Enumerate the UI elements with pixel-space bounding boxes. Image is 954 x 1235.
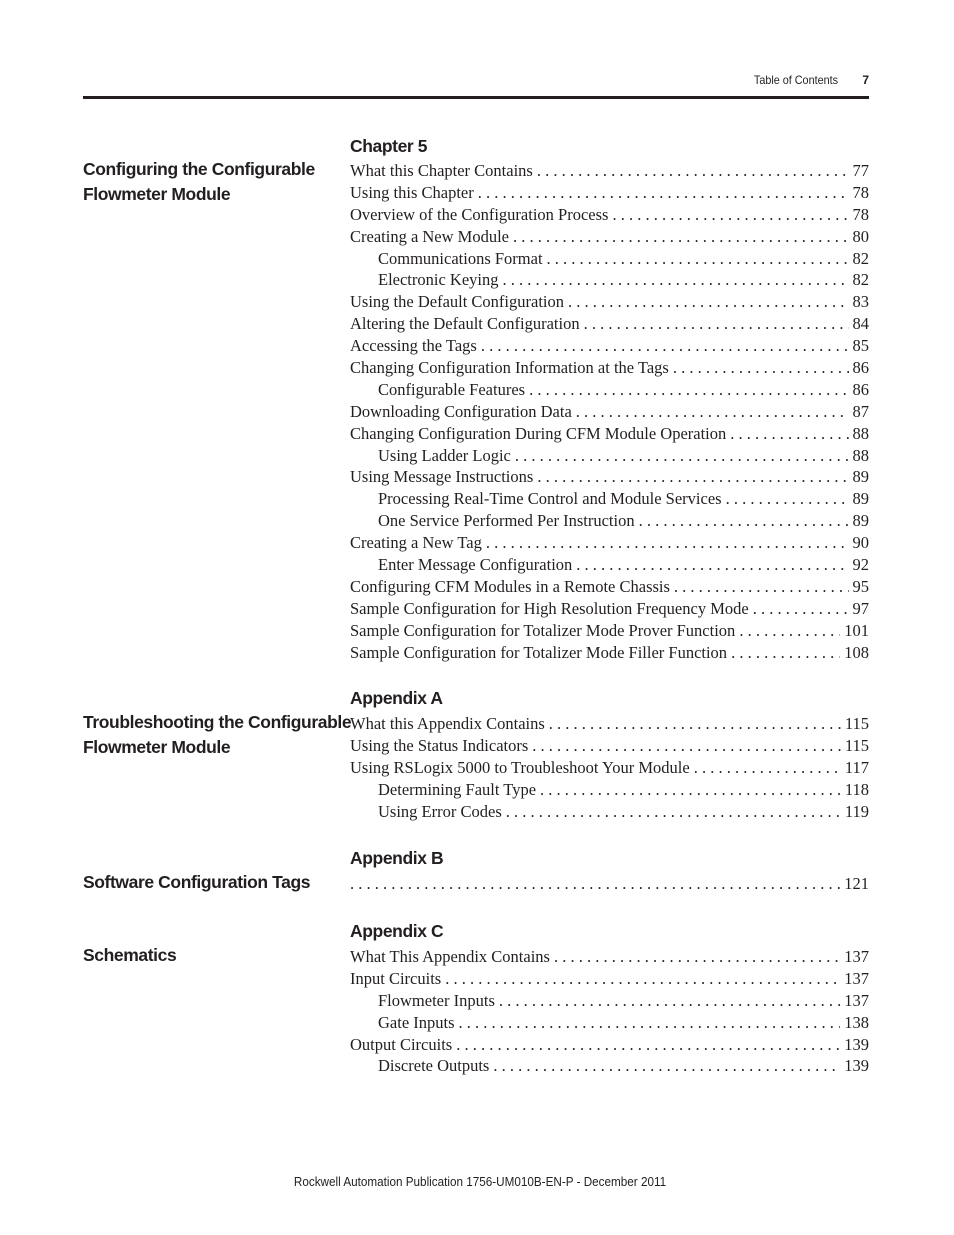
dot-leader	[456, 1034, 840, 1056]
toc-entry[interactable]	[350, 598, 869, 620]
toc-entry-page: 137	[844, 990, 869, 1010]
toc-entry-page: 92	[852, 555, 869, 575]
toc-entry-page: 118	[844, 779, 869, 799]
toc-entry[interactable]	[350, 873, 869, 895]
toc-entry-page: 89	[852, 511, 869, 531]
toc-entry[interactable]	[350, 226, 869, 248]
toc-entry-text: Using RSLogix 5000 to Troubleshoot Your Module	[350, 757, 690, 777]
dot-leader	[459, 1012, 841, 1034]
dot-leader	[612, 204, 848, 226]
toc-entry[interactable]	[350, 1034, 869, 1056]
dot-leader	[554, 946, 840, 968]
dot-leader	[730, 423, 848, 445]
chapter-title	[83, 157, 338, 207]
dot-leader	[576, 554, 848, 576]
toc-entry-page: 86	[852, 379, 869, 399]
toc-entry[interactable]	[350, 335, 869, 357]
dot-leader	[506, 801, 841, 823]
dot-leader	[584, 313, 849, 335]
toc-entry-page: 95	[852, 576, 869, 596]
chapter-label: Appendix C	[350, 921, 444, 941]
dot-leader	[486, 532, 849, 554]
toc-entry-page: 82	[852, 248, 869, 268]
chapter-title-line: Flowmeter Module	[83, 184, 231, 204]
toc-entry-text: Overview of the Configuration Process	[350, 204, 609, 224]
toc-entry-page: 85	[852, 336, 869, 356]
toc-entry[interactable]	[350, 423, 869, 445]
toc-entry-text: One Service Performed Per Instruction	[378, 511, 635, 531]
toc-entry-text: Electronic Keying	[378, 270, 499, 290]
toc-entry[interactable]	[350, 779, 869, 801]
toc-entry-page: 90	[852, 533, 869, 553]
toc-entry-text: Changing Configuration During CFM Module Operation	[350, 423, 727, 443]
toc-entry[interactable]	[350, 269, 869, 291]
dot-leader	[515, 445, 849, 467]
toc-entry-text: Using this Chapter	[350, 182, 474, 202]
toc-entry-page: 80	[852, 226, 869, 246]
page-footer: Rockwell Automation Publication 1756-UM010B-EN-P - December 2011	[293, 1174, 667, 1189]
dot-leader	[694, 757, 841, 779]
toc-entry[interactable]	[350, 182, 869, 204]
dot-leader	[673, 357, 849, 379]
toc-entry[interactable]	[350, 248, 869, 270]
toc-entry-text: What This Appendix Contains	[350, 947, 550, 966]
toc-entry[interactable]	[350, 554, 869, 576]
dot-leader	[576, 401, 849, 423]
toc-entry[interactable]	[350, 713, 869, 735]
toc-entry[interactable]	[350, 160, 869, 182]
toc-entry-page: 82	[852, 270, 869, 290]
chapter-title-line: Software Configuration Tags	[83, 872, 311, 892]
toc-entry[interactable]	[350, 445, 869, 467]
toc-entry-text: Creating a New Module	[350, 226, 509, 246]
dot-leader	[549, 713, 841, 735]
toc-entry-text: Processing Real-Time Control and Module Services	[378, 489, 722, 509]
chapter-title	[83, 943, 338, 968]
dot-leader	[547, 248, 849, 270]
dot-leader	[540, 779, 841, 801]
dot-leader	[674, 576, 849, 598]
toc-entry-list	[350, 946, 869, 1077]
toc-entry-page: 101	[844, 620, 869, 640]
toc-entry-page: 137	[844, 947, 869, 966]
toc-entry[interactable]	[350, 204, 869, 226]
toc-entry-page: 139	[844, 1034, 869, 1054]
toc-entry-text: Altering the Default Configuration	[350, 314, 580, 334]
running-header-title: Table of Contents	[753, 73, 838, 87]
chapter-label: Chapter 5	[350, 136, 428, 156]
toc-entry-text: Output Circuits	[350, 1034, 453, 1054]
chapter-label: Appendix A	[350, 688, 443, 708]
toc-entry[interactable]	[350, 801, 869, 823]
toc-entry-page: 119	[844, 801, 869, 821]
dot-leader	[350, 873, 840, 895]
dot-leader	[753, 598, 849, 620]
chapter-label: Appendix B	[350, 848, 444, 868]
toc-entry-text: Using the Status Indicators	[350, 735, 529, 755]
toc-entry-text: Using Ladder Logic	[378, 445, 511, 465]
toc-entry[interactable]	[350, 968, 869, 990]
toc-entry-page: 87	[852, 401, 869, 421]
toc-entry-page: 137	[844, 968, 869, 988]
toc-entry[interactable]	[350, 379, 869, 401]
toc-entry-text: Input Circuits	[350, 968, 442, 988]
toc-entry-text: Using Error Codes	[378, 801, 502, 821]
chapter-title	[83, 870, 338, 895]
toc-entry[interactable]	[350, 357, 869, 379]
toc-entry-page: 84	[852, 314, 869, 334]
chapter-title-line: Configuring the Configurable	[83, 159, 315, 179]
toc-entry-page: 115	[844, 714, 869, 733]
toc-entry[interactable]	[350, 401, 869, 423]
toc-entry[interactable]	[350, 620, 869, 642]
toc-entry-text: Sample Configuration for Totalizer Mode Prover Function	[350, 620, 736, 640]
toc-entry-page: 88	[852, 423, 869, 443]
toc-entry-text: Sample Configuration for Totalizer Mode Filler Function	[350, 642, 728, 662]
dot-leader	[731, 642, 840, 664]
toc-entry-text: Configuring CFM Modules in a Remote Chassis	[350, 576, 670, 596]
toc-entry-page: 89	[852, 489, 869, 509]
toc-entry-page: 88	[852, 445, 869, 465]
toc-entry-page: 97	[852, 598, 869, 618]
toc-entry-list	[350, 713, 869, 822]
toc-entry-page: 83	[852, 292, 869, 312]
dot-leader	[513, 226, 849, 248]
toc-entry-text: Creating a New Tag	[350, 533, 482, 553]
dot-leader	[499, 990, 840, 1012]
toc-entry[interactable]	[350, 642, 869, 664]
toc-entry-page: 115	[844, 735, 869, 755]
toc-entry[interactable]	[350, 466, 869, 488]
dot-leader	[529, 379, 848, 401]
toc-entry-page: 86	[852, 358, 869, 378]
toc-entry-text: Downloading Configuration Data	[350, 401, 572, 421]
toc-entry-page: 138	[844, 1012, 869, 1032]
toc-entry[interactable]	[350, 757, 869, 779]
toc-entry[interactable]	[350, 532, 869, 554]
toc-entry[interactable]	[350, 1012, 869, 1034]
dot-leader	[532, 735, 841, 757]
toc-entry-text: Using the Default Configuration	[350, 292, 565, 312]
toc-entry-text: Determining Fault Type	[378, 779, 537, 799]
dot-leader	[639, 510, 849, 532]
toc-entry-list	[350, 160, 869, 663]
dot-leader	[726, 488, 849, 510]
toc-entry-page: 78	[852, 204, 869, 224]
chapter-title	[83, 710, 352, 760]
toc-entry[interactable]	[350, 1055, 869, 1077]
dot-leader	[503, 269, 849, 291]
toc-entry-text: What this Chapter Contains	[350, 161, 533, 180]
toc-entry-list	[350, 873, 869, 895]
toc-entry-page: 77	[852, 161, 869, 180]
toc-entry[interactable]	[350, 946, 869, 968]
page-number: 7	[862, 73, 869, 87]
toc-entry-page: 108	[844, 642, 869, 662]
toc-entry-page: 139	[844, 1056, 869, 1076]
toc-entry[interactable]	[350, 510, 869, 532]
toc-entry-text: Changing Configuration Information at the Tags	[350, 358, 669, 378]
toc-entry-text: Enter Message Configuration	[378, 555, 573, 575]
toc-entry[interactable]	[350, 990, 869, 1012]
dot-leader	[478, 182, 849, 204]
toc-entry-page: 89	[852, 467, 869, 487]
toc-entry[interactable]	[350, 291, 869, 313]
dot-leader	[493, 1055, 840, 1077]
dot-leader	[537, 160, 849, 182]
toc-entry-text: Discrete Outputs	[378, 1056, 490, 1076]
toc-entry-text: What this Appendix Contains	[350, 714, 545, 733]
chapter-title-line: Troubleshooting the Configurable	[83, 712, 352, 732]
toc-entry[interactable]	[350, 488, 869, 510]
toc-entry[interactable]	[350, 735, 869, 757]
chapter-title-line: Flowmeter Module	[83, 737, 231, 757]
dot-leader	[537, 466, 848, 488]
toc-entry-text: Gate Inputs	[378, 1012, 455, 1032]
toc-entry[interactable]	[350, 576, 869, 598]
dot-leader	[481, 335, 849, 357]
toc-entry-page: 78	[852, 182, 869, 202]
dot-leader	[739, 620, 840, 642]
chapter-title-line: Schematics	[83, 945, 177, 965]
header-rule	[83, 96, 869, 99]
toc-entry-text: Configurable Features	[378, 379, 526, 399]
dot-leader	[445, 968, 840, 990]
toc-entry-text: Sample Configuration for High Resolution Frequency Mode	[350, 598, 749, 618]
toc-entry[interactable]	[350, 313, 869, 335]
toc-entry-text: Accessing the Tags	[350, 336, 477, 356]
toc-entry-text: Flowmeter Inputs	[378, 990, 495, 1010]
dot-leader	[568, 291, 848, 313]
toc-entry-text: Communications Format	[378, 248, 543, 268]
toc-entry-page: 121	[844, 874, 869, 893]
toc-entry-text: Using Message Instructions	[350, 467, 534, 487]
toc-entry-page: 117	[844, 757, 869, 777]
